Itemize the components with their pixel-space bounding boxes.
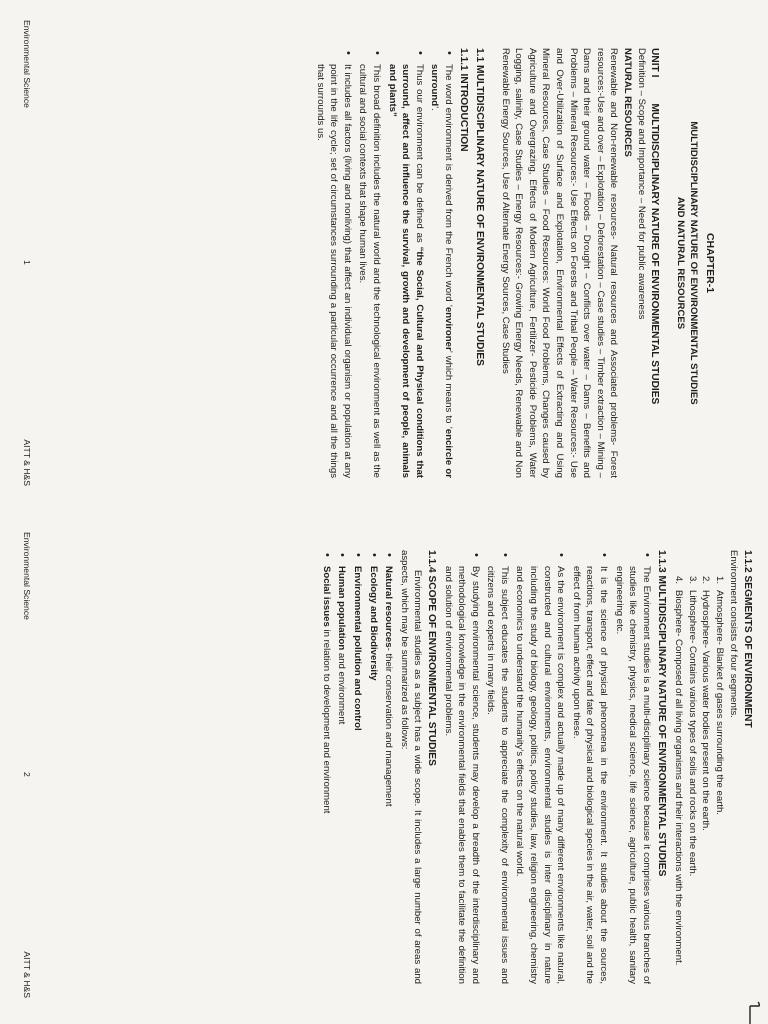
page-1-footer [18,20,32,486]
footer-subject: Environmental Science [22,20,32,108]
segment-number: 1. [713,576,725,585]
unit-label: UNIT I [649,48,661,78]
scope-item [350,566,364,984]
section-1-1-heading: 1.1 MULTIDISCIPLINARY NATURE OF ENVIRONMENTAL STUDIES [474,48,486,366]
segment-item [699,576,713,984]
chapter-title-line2: AND NATURAL RESOURCES [674,196,686,330]
bullet1-meaning: encircle or surround [429,64,454,478]
multidisciplinary-bullet-list [441,550,653,984]
page-2-footer [18,532,32,998]
intro-bullet-3: • This broad definition includes the natural world and the technological environment as well as the cultural and social contexts that shape human lives. [356,64,383,478]
chapter-title-line1: MULTIDISCIPLINARY NATURE OF ENVIRONMENTAL STUDIES [688,121,700,405]
segment-number: 2. [700,576,712,585]
natural-resources-heading: NATURAL RESOURCES [622,48,634,157]
bullet1-word: environer [442,306,454,351]
bullet1-mid: ’ which means to ‘ [442,350,454,429]
scope-item [319,566,333,984]
syllabus-paragraph: Renewable and Non-renewable resources- Natural resources and Associated problems- Forest resources:-Use and over – Explotation – Deforestation – Case studies – Timber extraction – Mining – Dams and their ground water – Floods – Drought – Conflicts over water – Dams – Benefits and Problems – Mineral Resources:- Use Effects on Forests and Tribal People – Water Resources:- Use and Over-Utilization of Surface and Explotation, Environmental Effects of Extracting and Using Mineral Resources, Case Studies – Food Resources: World Food Problems, Changes caused by Agriculture and Overgrazing, Effects of Modern Agriculture, Fertilizer- Pesticide Problems, Water Logging, salinity, Case Studies – Energy Resources:- Growing Energy Needs, Renewable and Non Renewable Energy Sources, Use of Alternate Energy Sources, Case Studies [499,48,620,478]
footer-page-number: 2 [22,772,32,777]
bullet1-post: ’. [429,106,441,111]
intro-bullet-4: • It includes all factors (living and nonliving) that affect an individual organism or population at any point in the life cycle; set of circumstances surrounding a particular occurrence and all the things that surrounds us. [313,64,354,478]
segment-number: 3. [686,576,698,585]
footer-page-number: 1 [22,260,32,265]
section-1-1-4-heading: 1.1.4 SCOPE OF ENVIRONMENTAL STUDIES [425,550,437,766]
segment-text: Biosphere- Composed of all living organisms and their interactions with the environment. [673,590,685,966]
definition-line: Definition – Scope and Importance – Need for public awareness [635,48,647,320]
section-1-1-1-heading: 1.1.1 INTRODUCTION [458,48,470,152]
multidisciplinary-bullet: • It is the science of physical phenomena in the environment. It studies about the sources, reactions, transport, effect and fate of physical and biological species in the air, water, soil and the effect of from human activity upon these. [569,566,610,984]
page-2-body [317,550,754,984]
scope-item-title: Human population [336,566,348,651]
scope-item-detail: - their conservation and management [383,647,395,807]
intro-bullet-2 [385,64,426,478]
segment-item [685,576,699,984]
scope-item-title: Ecology and Biodiversity [367,566,379,681]
segment-number: 4. [673,576,685,585]
segment-item [712,576,726,984]
scope-item-detail: and environment [336,650,348,725]
scope-item [382,566,396,984]
unit-title: MULTIDISCIPLINARY NATURE OF ENVIRONMENTAL STUDIES [649,103,661,405]
segments-intro: Environment consists of four segments. [728,550,740,718]
unit-heading [648,48,662,478]
footer-institute: AITT & H&S [22,439,32,486]
segment-text: Hydrosphere- Various water bodies present on the earth. [700,590,712,831]
page-1-body [311,48,716,478]
segment-text: Lithosphere- Contains various types of soils and rocks on the earth. [686,590,698,877]
scope-bullet-list [319,550,395,984]
multidisciplinary-bullet: • This subject educates the students to appreciate the complexity of environmental issues and citizens and experts in many fields. [484,566,511,984]
intro-bullet-list [313,48,455,478]
scope-item-title: Social issues [320,566,332,627]
multidisciplinary-bullet: • The Environment studies is a multi-disciplinary science because it comprises various branches of studies like chemistry, physics, medical science, life science, agriculture, public health, sanitary engineering etc. [612,566,653,984]
bullet2-definition: “the Social, Cultural and Physical conditions that surround, affect and influence the survival, growth and development of people, animals and plants” [386,64,425,478]
scope-item-detail: in relation to development and environment [320,626,332,814]
scope-item-title: Natural resources [383,566,395,648]
scope-item [335,566,349,984]
intro-bullet-1 [428,64,455,478]
multidisciplinary-bullet: • By studying environmental science, students may develop a breadth of the interdisciplinary and methodological knowledge in the environmental fields that enables them to facilitate the definition and solution of environmental problems. [441,566,482,984]
section-1-1-3-heading: 1.1.3 MULTIDISCIPLINARY NATURE OF ENVIRONMENTAL STUDIES [656,550,668,877]
segments-list [671,550,725,984]
scope-intro: Environmental studies as a subject has a wide scope. It includes a large number of areas and aspects, which may be summarized as follows: [398,550,424,984]
segment-item [671,576,685,984]
pen-mark-icon [748,1000,762,1024]
section-1-1-2-heading: 1.1.2 SEGMENTS OF ENVIRONMENT [742,550,753,728]
scope-item [366,566,380,984]
bullet2-pre: Thus our environment can be defined as [413,64,425,247]
page-2 [0,512,768,1024]
scope-item-title: Environmental pollution and control [351,566,363,731]
segment-text: Atmosphere- Blanket of gases surrounding the earth. [713,590,725,816]
chapter-label: CHAPTER-1 [704,232,716,294]
footer-subject: Environmental Science [22,532,32,620]
footer-institute: AITT & H&S [22,951,32,998]
bullet1-pre: The word environment is derived from the French word ‘ [442,64,454,307]
multidisciplinary-bullet: • As the environment is complex and actually made up of many different environments like natural, constructed and cultural environments, environmental studies is inter disciplinary in nature including the study of biology, geology, politics, policy studies, law, religion engineering, chemistry and economics to understand the humanity’s effects on the natural world. [513,566,567,984]
